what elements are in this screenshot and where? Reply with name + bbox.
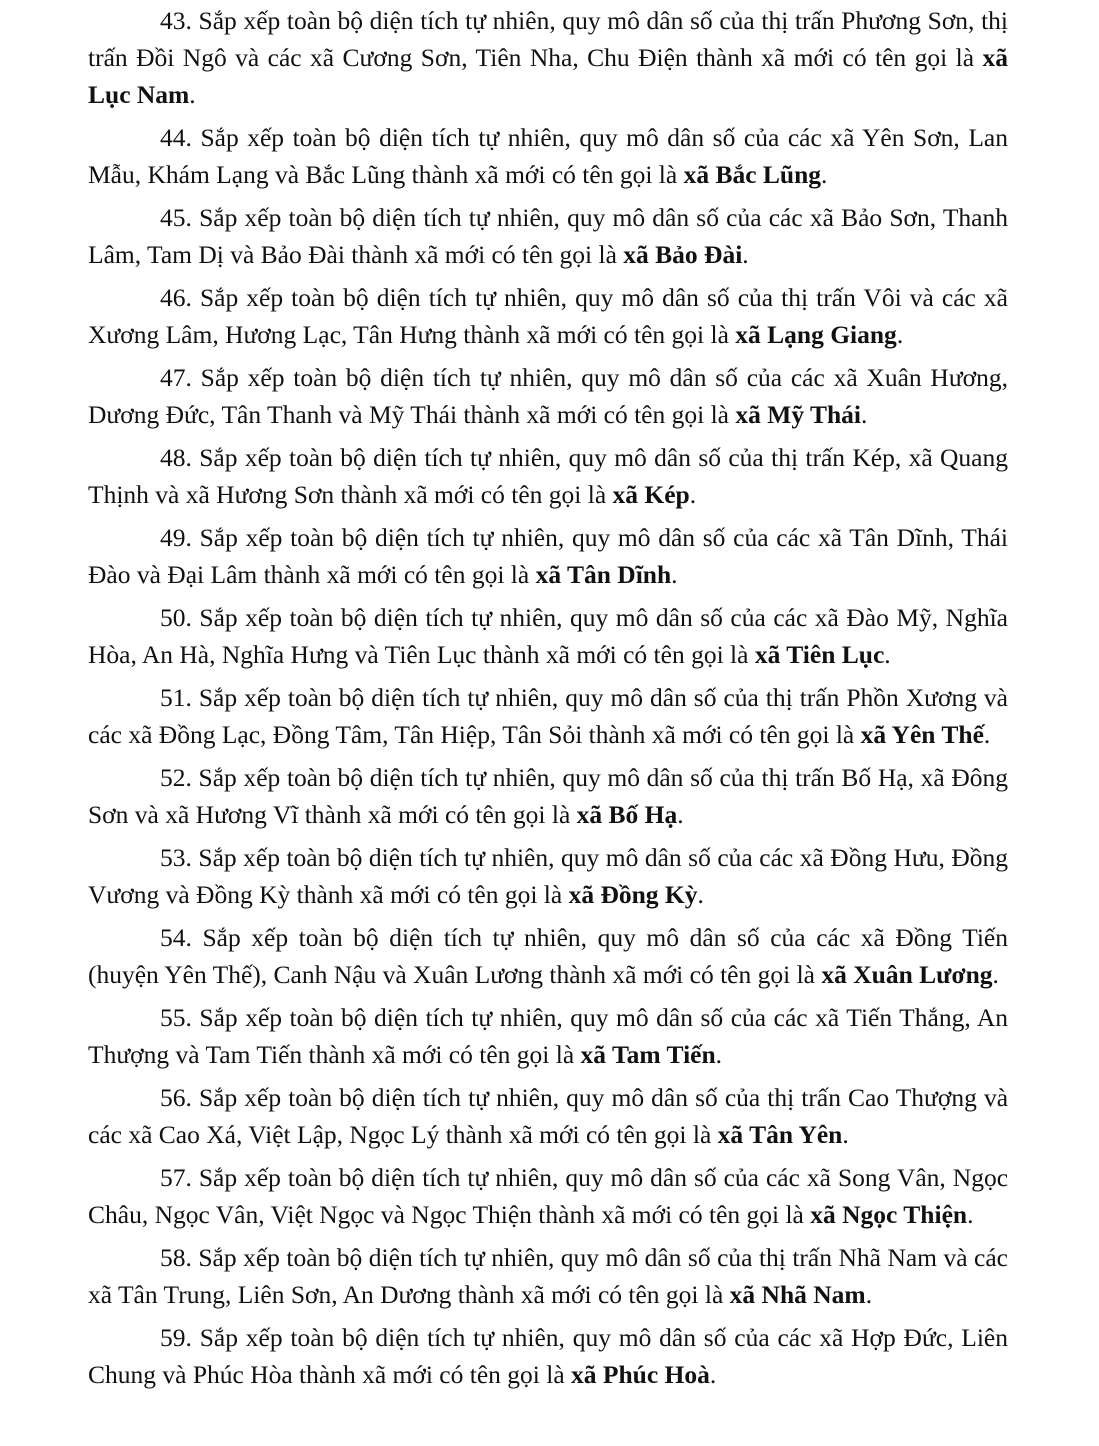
- paragraph-text: Sắp xếp toàn bộ diện tích tự nhiên, quy mô dân số của các xã Bảo Sơn, Thanh Lâm, Tam Dị và Bảo Đài thành xã mới có tên gọi là: [88, 203, 1008, 269]
- paragraph-text: Sắp xếp toàn bộ diện tích tự nhiên, quy mô dân số của các xã Đồng Tiến (huyện Yên Thế), Canh Nậu và Xuân Lương thành xã mới có tên gọi là: [88, 923, 1008, 989]
- paragraph-end: .: [861, 400, 868, 429]
- paragraph-number: 49.: [160, 523, 192, 552]
- paragraph-end: .: [189, 80, 196, 109]
- commune-name: xã Tam Tiến: [580, 1040, 716, 1069]
- paragraph-54: [88, 919, 1008, 993]
- commune-name: xã Ngọc Thiện: [810, 1200, 968, 1229]
- commune-name: xã Phúc Hoà: [571, 1360, 710, 1389]
- paragraph-end: .: [697, 880, 704, 909]
- paragraph-end: .: [742, 240, 749, 269]
- paragraph-number: 56.: [160, 1083, 192, 1112]
- paragraph-57: [88, 1159, 1008, 1233]
- commune-name: xã Tiên Lục: [754, 640, 885, 669]
- commune-name: xã Đồng Kỳ: [568, 880, 698, 909]
- paragraph-end: .: [715, 1040, 723, 1069]
- commune-name: xã Lục Nam: [88, 43, 1009, 109]
- paragraph-text: Sắp xếp toàn bộ diện tích tự nhiên, quy mô dân số của thị trấn Bố Hạ, xã Đông Sơn và xã Hương Vĩ thành xã mới có tên gọi là: [88, 763, 1009, 829]
- paragraph-58: [88, 1239, 1008, 1313]
- commune-name: xã Tân Yên: [717, 1120, 843, 1149]
- paragraph-number: 44.: [160, 123, 192, 152]
- paragraph-text: Sắp xếp toàn bộ diện tích tự nhiên, quy mô dân số của thị trấn Nhã Nam và các xã Tân Trung, Liên Sơn, An Dương thành xã mới có tên gọi là: [88, 1243, 1009, 1309]
- paragraph-46: [88, 279, 1008, 353]
- document-body: [88, 2, 1008, 1399]
- commune-name: xã Bảo Đài: [623, 240, 743, 269]
- paragraph-number: 45.: [160, 203, 192, 232]
- paragraph-number: 51.: [160, 683, 192, 712]
- paragraph-number: 48.: [160, 443, 192, 472]
- paragraph-number: 50.: [160, 603, 192, 632]
- paragraph-44: [88, 119, 1008, 193]
- paragraph-number: 52.: [160, 763, 192, 792]
- paragraph-number: 59.: [160, 1323, 192, 1352]
- paragraph-text: Sắp xếp toàn bộ diện tích tự nhiên, quy mô dân số của các xã Tân Dĩnh, Thái Đào và Đại Lâm thành xã mới có tên gọi là: [88, 523, 1009, 589]
- paragraph-text: Sắp xếp toàn bộ diện tích tự nhiên, quy mô dân số của thị trấn Phương Sơn, thị trấn Đồi Ngô và các xã Cương Sơn, Tiên Nha, Chu Điện thành xã mới có tên gọi là: [88, 6, 1009, 72]
- paragraph-59: [88, 1319, 1008, 1393]
- paragraph-48: [88, 439, 1008, 513]
- paragraph-53: [88, 839, 1008, 913]
- commune-name: xã Nhã Nam: [729, 1280, 866, 1309]
- paragraph-text: Sắp xếp toàn bộ diện tích tự nhiên, quy mô dân số của các xã Hợp Đức, Liên Chung và Phúc Hòa thành xã mới có tên gọi là: [88, 1323, 1008, 1389]
- paragraph-text: Sắp xếp toàn bộ diện tích tự nhiên, quy mô dân số của các xã Yên Sơn, Lan Mẫu, Khám Lạng và Bắc Lũng thành xã mới có tên gọi là: [88, 123, 1009, 189]
- commune-name: xã Xuân Lương: [821, 960, 993, 989]
- paragraph-end: .: [896, 320, 904, 349]
- paragraph-text: Sắp xếp toàn bộ diện tích tự nhiên, quy mô dân số của các xã Xuân Hương, Dương Đức, Tân Thanh và Mỹ Thái thành xã mới có tên gọi là: [88, 363, 1008, 429]
- paragraph-text: Sắp xếp toàn bộ diện tích tự nhiên, quy mô dân số của thị trấn Phồn Xương và các xã Đồng Lạc, Đồng Tâm, Tân Hiệp, Tân Sỏi thành xã mới có tên gọi là: [88, 683, 1009, 749]
- commune-name: xã Lạng Giang: [735, 320, 897, 349]
- commune-name: xã Bắc Lũng: [683, 160, 822, 189]
- paragraph-49: [88, 519, 1008, 593]
- paragraph-text: Sắp xếp toàn bộ diện tích tự nhiên, quy mô dân số của các xã Đồng Hưu, Đồng Vương và Đồng Kỳ thành xã mới có tên gọi là: [88, 843, 1008, 909]
- paragraph-end: .: [677, 800, 684, 829]
- paragraph-number: 58.: [160, 1243, 192, 1272]
- paragraph-text: Sắp xếp toàn bộ diện tích tự nhiên, quy mô dân số của thị trấn Vôi và các xã Xương Lâm, Hương Lạc, Tân Hưng thành xã mới có tên gọi là: [88, 283, 1009, 349]
- paragraph-51: [88, 679, 1008, 753]
- paragraph-43: [88, 2, 1008, 113]
- paragraph-text: Sắp xếp toàn bộ diện tích tự nhiên, quy mô dân số của các xã Tiến Thắng, An Thượng và Tam Tiến thành xã mới có tên gọi là: [88, 1003, 1008, 1069]
- paragraph-text: Sắp xếp toàn bộ diện tích tự nhiên, quy mô dân số của thị trấn Cao Thượng và các xã Cao Xá, Việt Lập, Ngọc Lý thành xã mới có tên gọi là: [88, 1083, 1009, 1149]
- paragraph-text: Sắp xếp toàn bộ diện tích tự nhiên, quy mô dân số của các xã Song Vân, Ngọc Châu, Ngọc Vân, Việt Ngọc và Ngọc Thiện thành xã mới có tên gọi là: [88, 1163, 1009, 1229]
- paragraph-55: [88, 999, 1008, 1073]
- paragraph-45: [88, 199, 1008, 273]
- paragraph-end: .: [884, 640, 891, 669]
- paragraph-end: .: [821, 160, 828, 189]
- paragraph-52: [88, 759, 1008, 833]
- paragraph-47: [88, 359, 1008, 433]
- paragraph-text: Sắp xếp toàn bộ diện tích tự nhiên, quy mô dân số của thị trấn Kép, xã Quang Thịnh và xã Hương Sơn thành xã mới có tên gọi là: [88, 443, 1009, 509]
- paragraph-number: 53.: [160, 843, 192, 872]
- paragraph-end: .: [983, 720, 991, 749]
- paragraph-number: 54.: [160, 923, 192, 952]
- paragraph-end: .: [689, 480, 697, 509]
- paragraph-number: 55.: [160, 1003, 192, 1032]
- paragraph-number: 57.: [160, 1163, 192, 1192]
- paragraph-end: .: [967, 1200, 974, 1229]
- commune-name: xã Tân Dĩnh: [535, 560, 672, 589]
- paragraph-end: .: [671, 560, 678, 589]
- paragraph-text: Sắp xếp toàn bộ diện tích tự nhiên, quy mô dân số của các xã Đào Mỹ, Nghĩa Hòa, An Hà, Nghĩa Hưng và Tiên Lục thành xã mới có tên gọi là: [88, 603, 1008, 669]
- paragraph-number: 46.: [160, 283, 192, 312]
- paragraph-end: .: [709, 1360, 717, 1389]
- commune-name: xã Yên Thế: [860, 720, 984, 749]
- commune-name: xã Kép: [612, 480, 690, 509]
- commune-name: xã Bố Hạ: [576, 800, 678, 829]
- paragraph-end: .: [865, 1280, 873, 1309]
- paragraph-50: [88, 599, 1008, 673]
- paragraph-56: [88, 1079, 1008, 1153]
- commune-name: xã Mỹ Thái: [735, 400, 862, 429]
- paragraph-end: .: [842, 1120, 849, 1149]
- paragraph-number: 43.: [160, 6, 192, 35]
- paragraph-end: .: [992, 960, 999, 989]
- paragraph-number: 47.: [160, 363, 192, 392]
